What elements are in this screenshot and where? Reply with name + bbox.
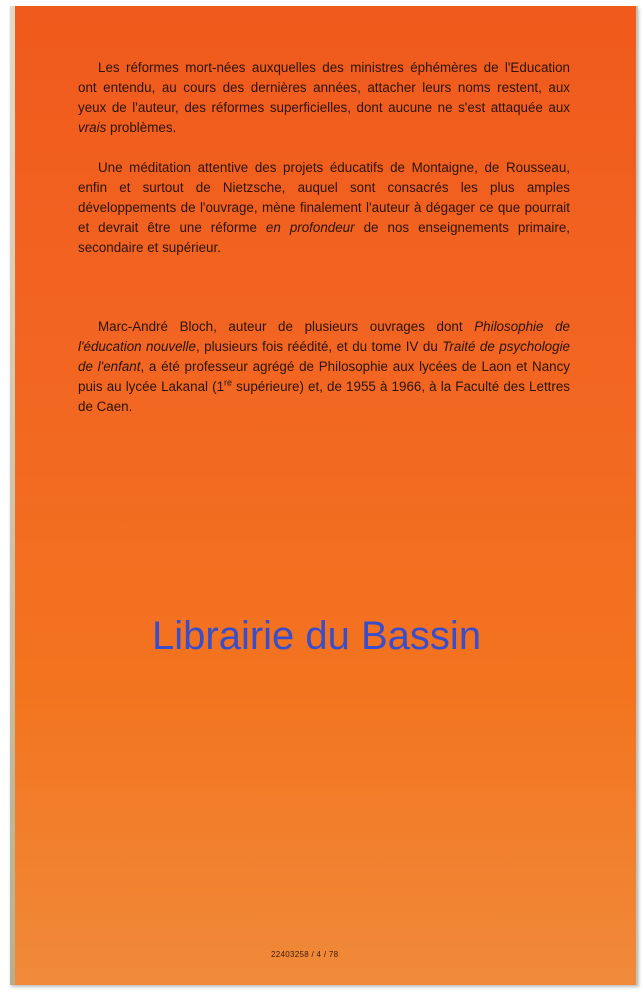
blurb-2-text-2: de nos enseignements primaire, secondaire et supérieur.	[78, 220, 570, 255]
blurb-1-italic: vrais	[78, 120, 107, 135]
blurb-1-text-2: problèmes.	[106, 120, 177, 135]
bio-text-4: supérieure) et, de 1955 à 1966, à la Faculté des Lettres de Caen.	[78, 379, 570, 414]
blurb-paragraph-1	[78, 58, 570, 138]
blurb-2-text-1: Une méditation attentive des projets éducatifs de Montaigne, de Rousseau, enfin et surtout de Nietzsche, auquel sont consacrés les plus amples développements de l'ouvrage, mène finalement l'auteur à dégager ce que pourrait et devrait être une réforme	[78, 160, 570, 235]
bio-text-2: , plusieurs fois réédité, et du tome IV du	[195, 339, 443, 354]
bio-italic-2: Traité de psychologie de l'enfant	[78, 339, 570, 374]
bio-text-1: Marc-André Bloch, auteur de plusieurs ouvrages dont	[98, 319, 475, 334]
book-back-cover	[10, 6, 638, 985]
bio-italic-1: Philosophie de l'éducation nouvelle	[78, 319, 570, 354]
print-code: 22403258 / 4 / 78	[271, 950, 339, 959]
blurb-1-text-1: Les réformes mort-nées auxquelles des ministres éphémères de l'Education ont entendu, au cours des dernières années, attacher leurs noms restent, aux yeux de l'auteur, des réformes superficielles, dont aucune ne s'est attaquée aux	[78, 60, 570, 115]
bio-text-3: , a été professeur agrégé de Philosophie aux lycées de Laon et Nancy puis au lycée Lakanal (1	[78, 359, 570, 394]
blurb-paragraph-2	[78, 158, 570, 258]
seller-watermark: Librairie du Bassin	[152, 614, 482, 658]
author-bio-paragraph	[78, 317, 570, 417]
bio-superscript: re	[224, 377, 233, 388]
book-spine-edge	[10, 6, 15, 985]
blurb-2-italic: en profondeur	[265, 220, 355, 235]
